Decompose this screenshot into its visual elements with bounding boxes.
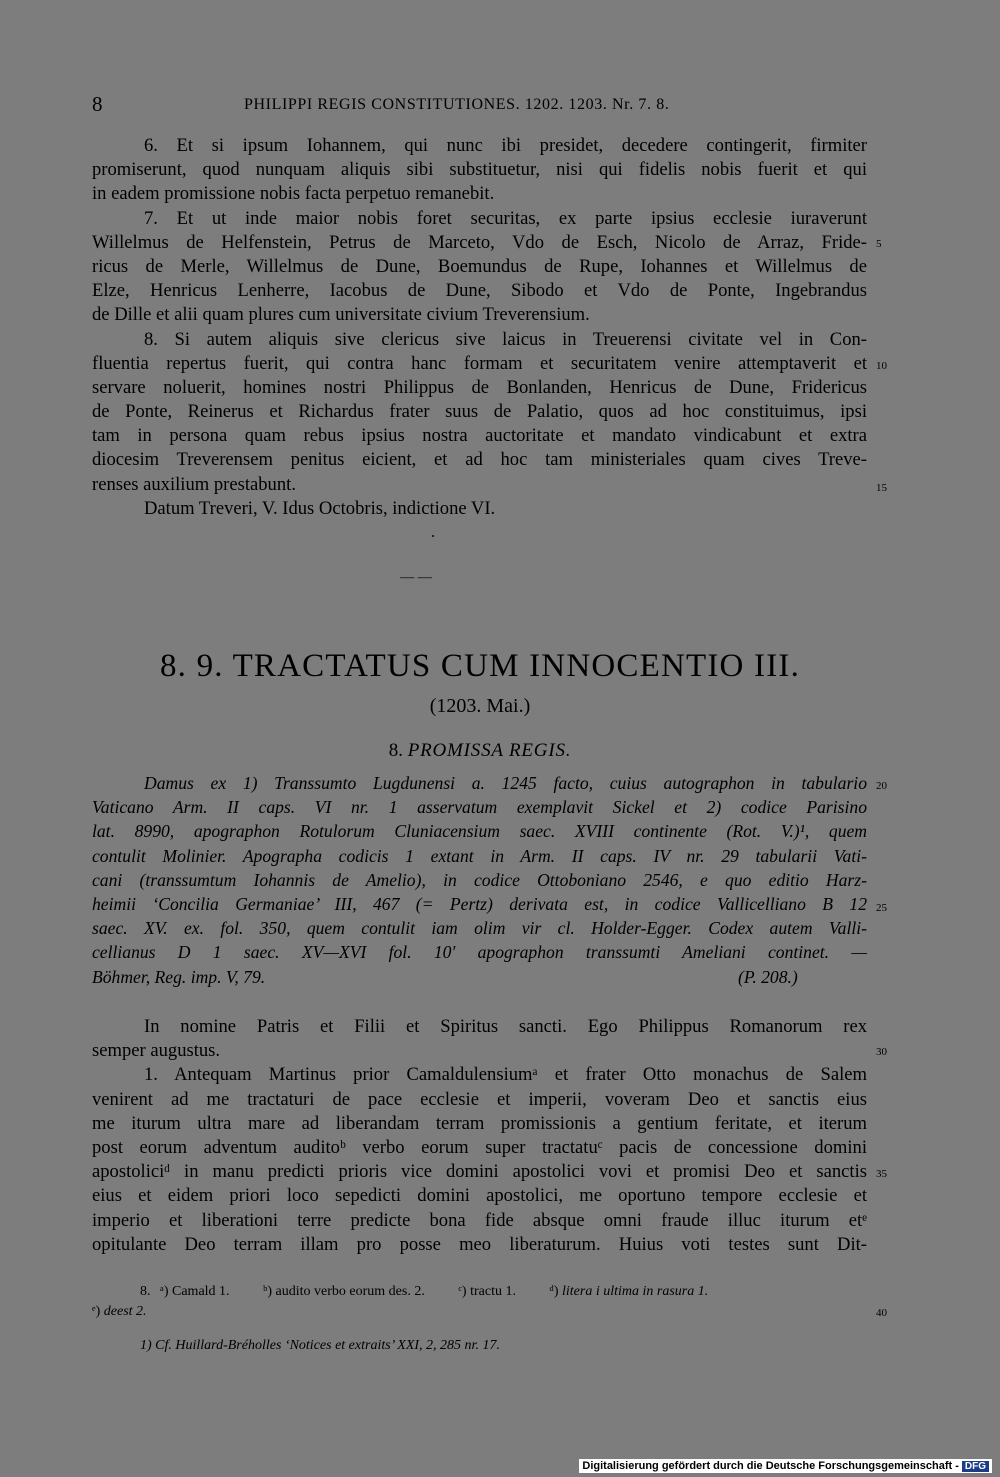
line-number: 25 [876,902,887,914]
note-d-mark: ᵈ) [549,1284,559,1299]
line-number: 40 [876,1307,887,1319]
intro-line [92,965,867,989]
line-number: 10 [876,360,887,372]
text-line: 1. Antequam Martinus prior Camaldulensiumᵃ et frater Otto monachus de Salem [144,1064,867,1086]
section-title: 8. 9. TRACTATUS CUM INNOCENTIO III. [159,648,801,684]
note-d: litera i ultima in rasura 1. [562,1284,709,1299]
text-line: servare noluerit, homines nostri Philippus de Bonlanden, Henricus de Dune, Fridericus [92,376,867,398]
charter-text-block [92,134,867,521]
text-line: promiserunt, quod nunquam aliquis sibi substituetur, nisi qui fidelis nobis fuerit et qui [92,159,867,181]
document-name: PROMISSA REGIS. [407,740,572,761]
note-c: tractu 1. [470,1284,516,1299]
text-line: semper augustus. [92,1040,221,1062]
section-date: (1203. Mai.) [429,695,531,717]
note-e: deest 2. [103,1304,147,1319]
line-number: 15 [876,482,887,494]
apparatus-label: 8. [140,1284,151,1299]
document-number: 8. [388,740,403,761]
text-line: me iturum ultra mare ad liberandam terram promissionis a gentium feritate, et iterum [92,1112,867,1134]
text-line: renses auxilium prestabunt. [92,473,296,495]
intro-line: cani (transsumtum Iohannis de Amelio), in codice Ottoboniano 2546, e quo editio Harz- [92,869,867,890]
note-a-mark: ᵃ) [160,1284,169,1299]
charter-body [92,1015,867,1257]
intro-line: contulit Molinier. Apographa codicis 1 extant in Arm. II caps. IV nr. 29 tabularii Vati- [92,845,867,866]
intro-line: lat. 8990, apographon Rotulorum Cluniacensium saec. XVIII continente (Rot. V.)¹, quem [92,821,867,842]
text-line: post eorum adventum auditoᵇ verbo eorum super tractatuᶜ pacis de concessione domini [92,1136,867,1158]
text-line: de Dille et alii quam plures cum universitate civium Treverensium. [92,304,590,326]
text-line: ricus de Merle, Willelmus de Dune, Boemundus de Rupe, Iohannes et Willelmus de [92,255,867,277]
text-line: Willelmus de Helfenstein, Petrus de Marceto, Vdo de Esch, Nicolo de Arraz, Fride- [92,231,867,253]
line-number: 20 [876,780,887,792]
speck [432,535,434,537]
critical-apparatus-line-2 [92,1304,147,1320]
text-line: diocesim Treverensem penitus eicient, et ad hoc tam ministeriales quam cives Treve- [92,449,867,471]
note-a: Camald 1. [172,1284,230,1299]
dating-line: Datum Treveri, V. Idus Octobris, indictione VI. [144,497,496,519]
text-line: fluentia repertus fuerit, qui contra hanc formam et securitatem venire attemptaverit et [92,352,867,374]
text-line: eius et eidem priori loco sepedicti domini apostolici, me oportuno tempore ecclesie et [92,1185,867,1207]
running-title: PHILIPPI REGIS CONSTITUTIONES. 1202. 1203. Nr. 7. 8. [244,96,670,113]
editorial-intro [92,771,867,989]
line-number: 5 [876,238,882,250]
intro-line: cellianus D 1 saec. XV—XVI fol. 10′ apographon transsumti Ameliani continet. — [92,942,867,963]
text-line: tam in persona quam rebus ipsius nostra auctoritate et mandato vindicabunt et extra [92,425,867,447]
text-line: In nomine Patris et Filii et Spiritus sancti. Ego Philippus Romanorum rex [144,1016,867,1037]
line-number: 35 [876,1168,887,1180]
page-number: 8 [92,92,103,116]
text-line: 7. Et ut inde maior nobis foret securitas, ex parte ipsius ecclesie iuraverunt [144,207,867,229]
document-title [0,740,960,762]
text-line: de Ponte, Reinerus et Richardus frater suus de Palatio, quos ad hoc constituimus, ipsi [92,401,867,423]
text-line: in eadem promissione nobis facta perpetuo remanebit. [92,183,495,205]
intro-line: Vaticano Arm. II caps. VI nr. 1 asservatum exemplavit Sickel et 2) codice Parisino [92,797,867,818]
note-c-mark: ᶜ) [458,1284,467,1299]
note-e-mark: ᵉ) [92,1304,101,1319]
intro-line: saec. XV. ex. fol. 350, quem contulit iam olim vir cl. Holder-Egger. Codex autem Valli- [92,918,867,939]
intro-citation: Böhmer, Reg. imp. V, 79. [92,966,266,987]
note-b-mark: ᵇ) [263,1284,273,1299]
text-line: imperio et liberationi terre predicte bona fide absque omni fraude illuc iturum etᵉ [92,1209,867,1231]
digitization-credit [579,1459,992,1473]
text-line: Elze, Henricus Lenherre, Iacobus de Dune, Sibodo et Vdo de Ponte, Ingebrandus [92,280,867,302]
text-line: opitulante Deo terram illam pro posse meo liberaturum. Huius voti testes sunt Dit- [92,1233,867,1255]
text-line: 8. Si autem aliquis sive clericus sive laicus in Treuerensi civitate vel in Con- [144,328,867,350]
credit-text: Digitalisierung gefördert durch die Deutsche Forschungsgemeinschaft - [582,1460,959,1472]
footnote-text: 1) Cf. Huillard-Bréholles ‘Notices et extraits’ XXI, 2, 285 nr. 17. [140,1338,500,1353]
text-line: apostoliciᵈ in manu predicti prioris vice domini apostolici vovi et promisi Deo et sanctis [92,1161,867,1183]
text-line: 6. Et si ipsum Iohannem, qui nunc ibi presidet, decedere contingerit, firmiter [144,135,867,156]
intro-line: Damus ex 1) Transsumto Lugdunensi a. 1245 facto, cuius autographon in tabulario [144,773,867,793]
intro-line: heimii ‘Concilia Germaniae’ III, 467 (= Pertz) derivata est, in codice Vallicelliano B 12 [92,893,867,914]
line-number: 30 [876,1046,887,1058]
dfg-logo: DFG [962,1461,989,1472]
text-line: venirent ad me tractaturi de pace ecclesie et imperii, voveram Deo et sanctis eius [92,1088,867,1110]
section-separator: — — [400,570,432,585]
intro-reference: (P. 208.) [738,966,798,987]
footnote-1 [140,1338,500,1354]
note-b: audito verbo eorum des. 2. [275,1284,425,1299]
page-header [92,92,867,116]
critical-apparatus-line-1 [140,1284,870,1300]
